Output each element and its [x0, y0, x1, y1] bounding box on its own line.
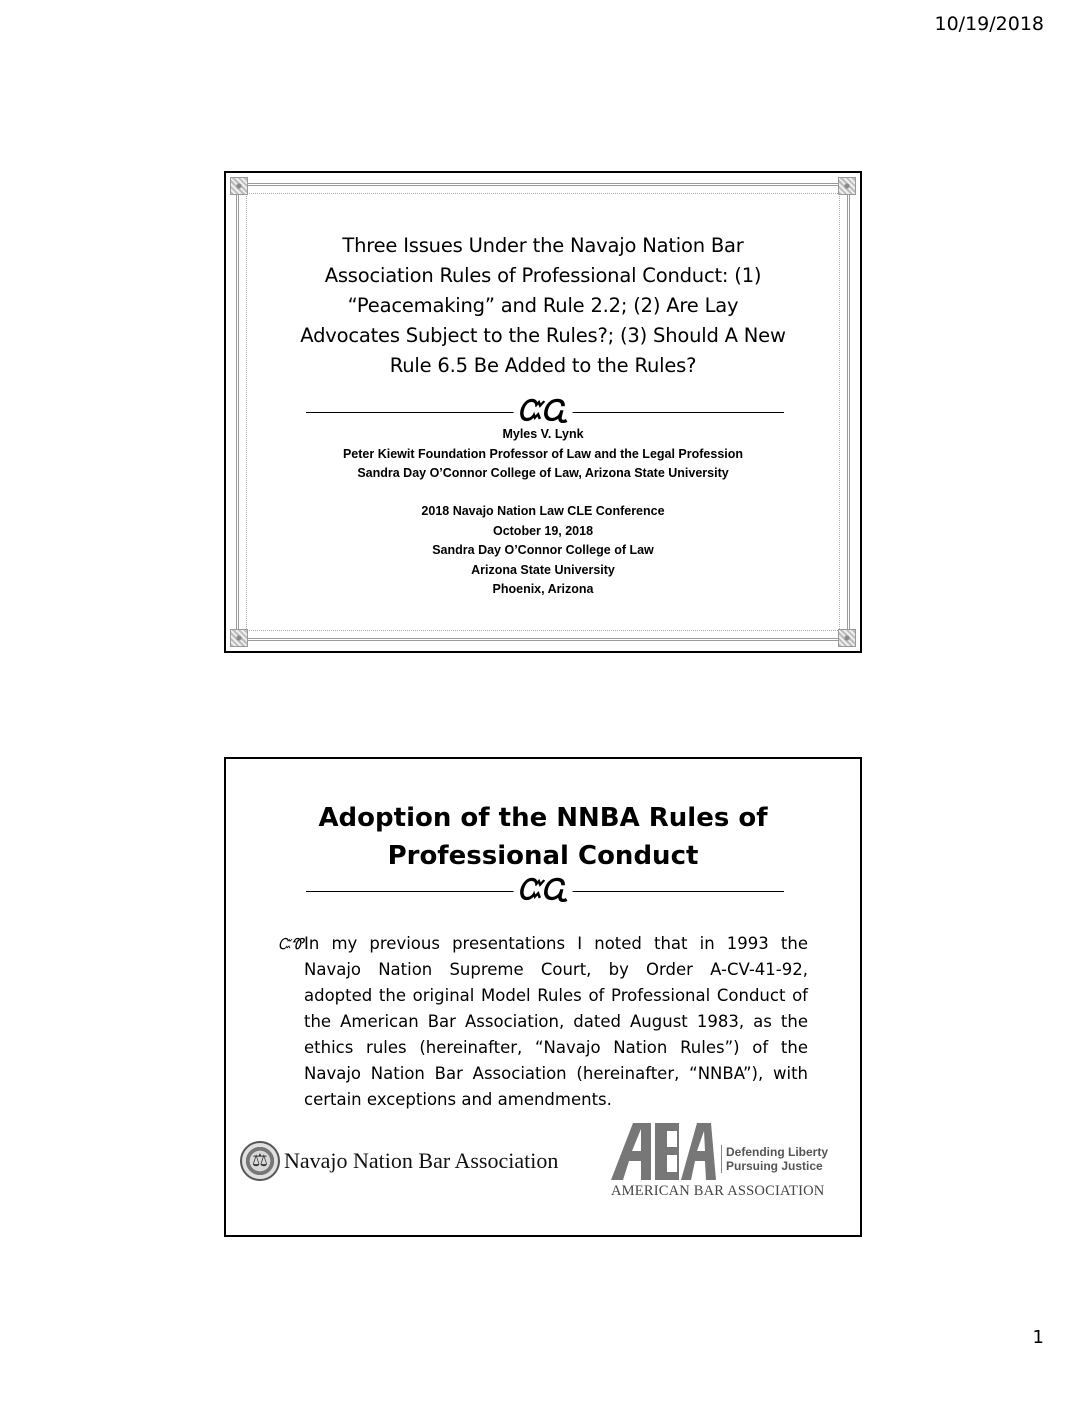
- author-position: Peter Kiewit Foundation Professor of Law and the Legal Profession: [342, 446, 744, 461]
- author-affiliation: Sandra Day O’Connor College of Law, Arizona State University: [357, 466, 729, 480]
- author-name: Myles V. Lynk: [502, 427, 584, 441]
- corner-ornament-icon: [230, 629, 248, 647]
- flourish-icon: ᏨᏩ: [514, 397, 573, 425]
- conference-block: [246, 502, 840, 600]
- nnba-logo-text: Navajo Nation Bar Association: [284, 1148, 559, 1173]
- corner-ornament-icon: [838, 629, 856, 647]
- slide-title: [246, 799, 840, 875]
- title-line: “Peacemaking” and Rule 2.2; (2) Are Lay: [347, 294, 739, 317]
- conference-venue: Sandra Day O’Connor College of Law: [432, 543, 654, 557]
- conference-location: Phoenix, Arizona: [492, 582, 594, 596]
- content-slide: [224, 757, 862, 1237]
- slide-title: [266, 231, 820, 381]
- aba-logo: [611, 1123, 836, 1203]
- title-slide: [224, 171, 862, 653]
- conference-name: 2018 Navajo Nation Law CLE Conference: [421, 504, 665, 518]
- title-line: Adoption of the NNBA Rules of: [318, 803, 768, 833]
- title-line: Rule 6.5 Be Added to the Rules?: [389, 354, 697, 377]
- page-number: 1: [1032, 1327, 1044, 1348]
- nnba-logo: [240, 1141, 558, 1181]
- title-line: Association Rules of Professional Conduct: (1): [324, 264, 762, 287]
- title-line: Three Issues Under the Navajo Nation Bar: [342, 234, 744, 257]
- title-line: Professional Conduct: [387, 841, 699, 871]
- author-block: [246, 425, 840, 484]
- scales-seal-icon: [240, 1141, 280, 1181]
- corner-ornament-icon: [230, 177, 248, 195]
- title-line: Advocates Subject to the Rules?; (3) Should A New: [300, 324, 786, 347]
- conference-date: October 19, 2018: [492, 523, 594, 538]
- bullet-item: [278, 931, 808, 1113]
- aba-letters-icon: [611, 1123, 716, 1180]
- aba-name: AMERICAN BAR ASSOCIATION: [611, 1183, 825, 1199]
- bullet-icon: ᏨᏡ: [278, 935, 304, 953]
- corner-ornament-icon: [838, 177, 856, 195]
- conference-university: Arizona State University: [471, 562, 615, 577]
- flourish-icon: ᏨᏩ: [514, 876, 573, 904]
- bullet-text: In my previous presentations I noted that in 1993 the Navajo Nation Supreme Court, by Order A-CV-41-92, adopted the original Model Rules of Professional Conduct of the American Bar Association, dated August 1983, as the ethics rules (hereinafter, “Navajo Nation Rules”) of the Navajo Nation Bar Association (hereinafter, “NNBA”), with certain exceptions and amendments.: [304, 934, 808, 1109]
- page-date: 10/19/2018: [934, 13, 1044, 35]
- aba-tagline: Defending Liberty Pursuing Justice: [721, 1145, 828, 1173]
